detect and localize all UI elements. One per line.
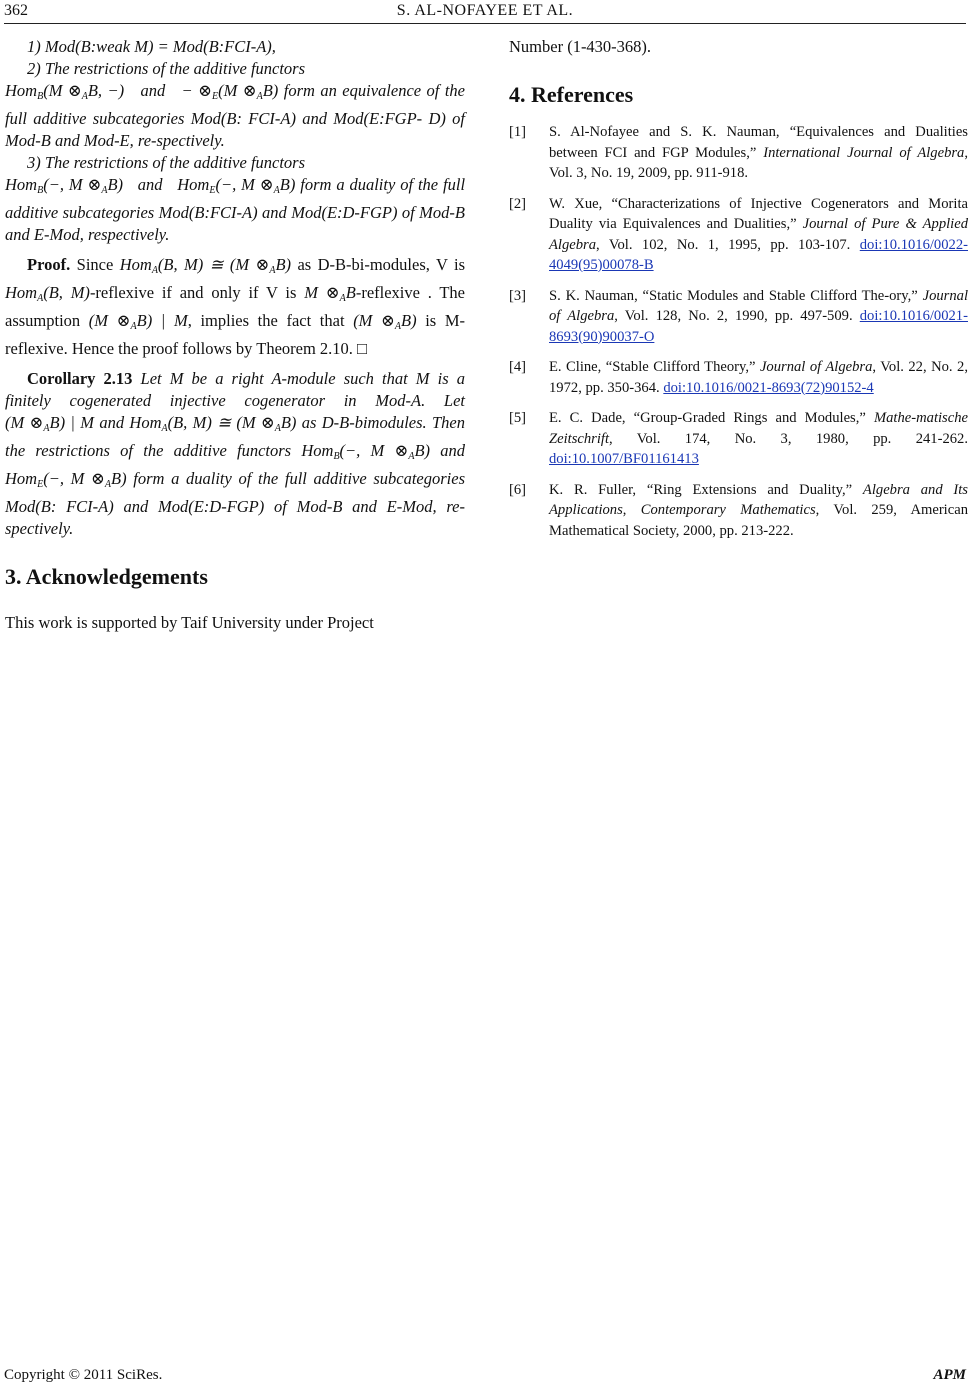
doi-link[interactable]: doi:10.1007/BF01161413 xyxy=(549,451,699,467)
formula-hom-b-2: Hom$_B$(−, M $\otimes_AB$) xyxy=(5,175,124,196)
reference-number: [6] xyxy=(509,481,527,498)
header-rule xyxy=(4,23,966,24)
references-heading: 4. References xyxy=(509,82,634,107)
reference-item: [6] K. R. Fuller, “Ring Extensions and Duality,” Algebra and Its Applications, Contemporary Mathematics, Vol. 259, American Mathematical Society, 2000, pp. 213-222. xyxy=(509,481,968,539)
formula-proof-4: (M $\otimes_AB$) | M xyxy=(88,311,188,332)
formula-proof-2: Hom$_A$(B, M) xyxy=(5,283,90,304)
corollary-label: Corollary 2.13 xyxy=(27,369,133,388)
acknowledgements-text: This work is supported by Taif University under Project xyxy=(5,613,374,632)
corollary-paragraph: Corollary 2.13 Let M be a right A-module such that M is a finitely cogenerated injective cogenerator in Mod-A. Let (M $\otimes_AB$) | M and Hom$_A$(B, M) ≅ (M $\otimes_AB$) as D-B-bimodules. Then the restrictions of the additive functors Hom$_B$(−, M $\otimes_AB$) and Hom$_E$(−, M $\otimes_AB$) form a duality of the full additive subcategories Mod(B: FCI-A) and Mod(E:D-FGP) of Mod-B and E-Mod, re-spectively. xyxy=(5,369,466,538)
page-header xyxy=(0,0,970,24)
formula-proof-3: M $\otimes_AB$ xyxy=(304,283,356,304)
right-column xyxy=(509,36,968,551)
formula-proof-1: Hom$_A$(B, M) ≅ (M $\otimes_AB$) xyxy=(119,255,292,276)
proof-label: Proof. xyxy=(27,255,71,274)
page-footer xyxy=(0,1367,970,1385)
copyright: Copyright © 2011 SciRes. xyxy=(4,1367,163,1383)
formula-hom-b: Hom$_B$(M $\otimes_AB$, −) xyxy=(5,81,125,102)
reference-number: [5] xyxy=(509,410,527,426)
acknowledgements-heading: 3. Acknowledgements xyxy=(5,564,208,589)
running-title: S. AL-NOFAYEE ET AL. xyxy=(396,2,574,19)
journal-abbrev: APM xyxy=(933,1367,966,1383)
reference-number: [1] xyxy=(509,124,527,140)
formula-cor-3: Hom$_B$(−, M $\otimes_AB$) xyxy=(301,441,431,462)
item-2: Hom$_B$(M $\otimes_AB$, −) and − $\otimes_E(M$ $\otimes_AB$) form an equivalence of the full additive subcategories Mod(B: FCI-A) and Mod(E:FGP- D) of Mod-B and Mod-E, re-spectively. xyxy=(5,81,465,150)
doi-link[interactable]: doi:10.1016/0021-8693(72)90152-4 xyxy=(663,379,874,396)
references-list xyxy=(509,122,968,541)
item-3-lead: 3) The restrictions of the additive functors xyxy=(27,153,306,172)
page-number: 362 xyxy=(4,2,28,19)
reference-item: [2] W. Xue, “Characterizations of Injective Cogenerators and Morita Duality via Equivalences and Dualities,” Journal of Pure & Applied Algebra, Vol. 102, No. 1, 1995, pp. 103-107. doi:10.1016/0022-4049(95)00078-B xyxy=(509,195,969,273)
item-3: Hom$_B$(−, M $\otimes_AB$) and Hom$_E$(−, M $\otimes_AB$) form a duality of the full additive subcategories Mod(B:FCI-A) and Mod(E:D-FGP) of Mod-B and E-Mod, respectively. xyxy=(5,175,466,244)
formula-cor-2: Hom$_A$(B, M) ≅ (M $\otimes_AB$) xyxy=(129,413,297,434)
reference-number: [3] xyxy=(509,287,527,304)
reference-item: [3] S. K. Nauman, “Static Modules and Stable Clifford The-ory,” Journal of Algebra, Vol. 128, No. 2, 1990, pp. 497-509. doi:10.1016/0021-8693(90)90037-O xyxy=(509,287,968,345)
reference-number: [2] xyxy=(509,195,527,212)
doi-link[interactable]: doi:10.1016/0022-4049(95)00078-B xyxy=(549,236,968,273)
reference-item: [4] E. Cline, “Stable Clifford Theory,” Journal of Algebra, Vol. 22, No. 2, 1972, pp. 350-364. doi:10.1016/0021-8693(72)90152-4 xyxy=(509,359,968,396)
formula-cor-4: Hom$_E$(−, M $\otimes_AB$) xyxy=(5,469,127,490)
formula-hom-e: Hom$_E$(−, M $\otimes_AB$) xyxy=(177,175,296,196)
formula-proof-5: (M $\otimes_AB$) xyxy=(353,311,417,332)
left-column xyxy=(5,36,465,634)
doi-link[interactable]: doi:10.1016/0021-8693(90)90037-O xyxy=(549,308,968,345)
proof-paragraph: Proof. Since Hom$_A$(B, M) ≅ (M $\otimes_AB$) as D-B-bi-modules, V is Hom$_A$(B, M)-reflexive if and only if V is M $\otimes_AB$-reflexive . The assumption (M $\otimes_AB$) | M, implies the fact that (M $\otimes_AB$) is M-reflexive. Hence the proof follows by Theorem 2.10. □ xyxy=(5,255,466,358)
acknowledgements-continued: Number (1-430-368). xyxy=(509,37,652,56)
item-1: 1) Mod(B:weak M) = Mod(B:FCI-A), xyxy=(27,37,276,56)
formula-tensor-e: − $\otimes_E(M$ $\otimes_AB$) xyxy=(181,81,279,102)
reference-item: [1] S. Al-Nofayee and S. K. Nauman, “Equivalences and Dualities between FCI and FGP Modules,” International Journal of Algebra, Vol. 3, No. 19, 2009, pp. 911-918. xyxy=(509,124,968,181)
formula-cor-1: (M $\otimes_AB$) | M xyxy=(5,413,94,434)
reference-item: [5] E. C. Dade, “Group-Graded Rings and Modules,” Mathe-matische Zeitschrift, Vol. 174, No. 3, 1980, pp. 241-262. doi:10.1007/BF01161413 xyxy=(509,410,968,467)
reference-number: [4] xyxy=(509,359,527,375)
item-2-lead: 2) The restrictions of the additive functors xyxy=(27,59,306,78)
